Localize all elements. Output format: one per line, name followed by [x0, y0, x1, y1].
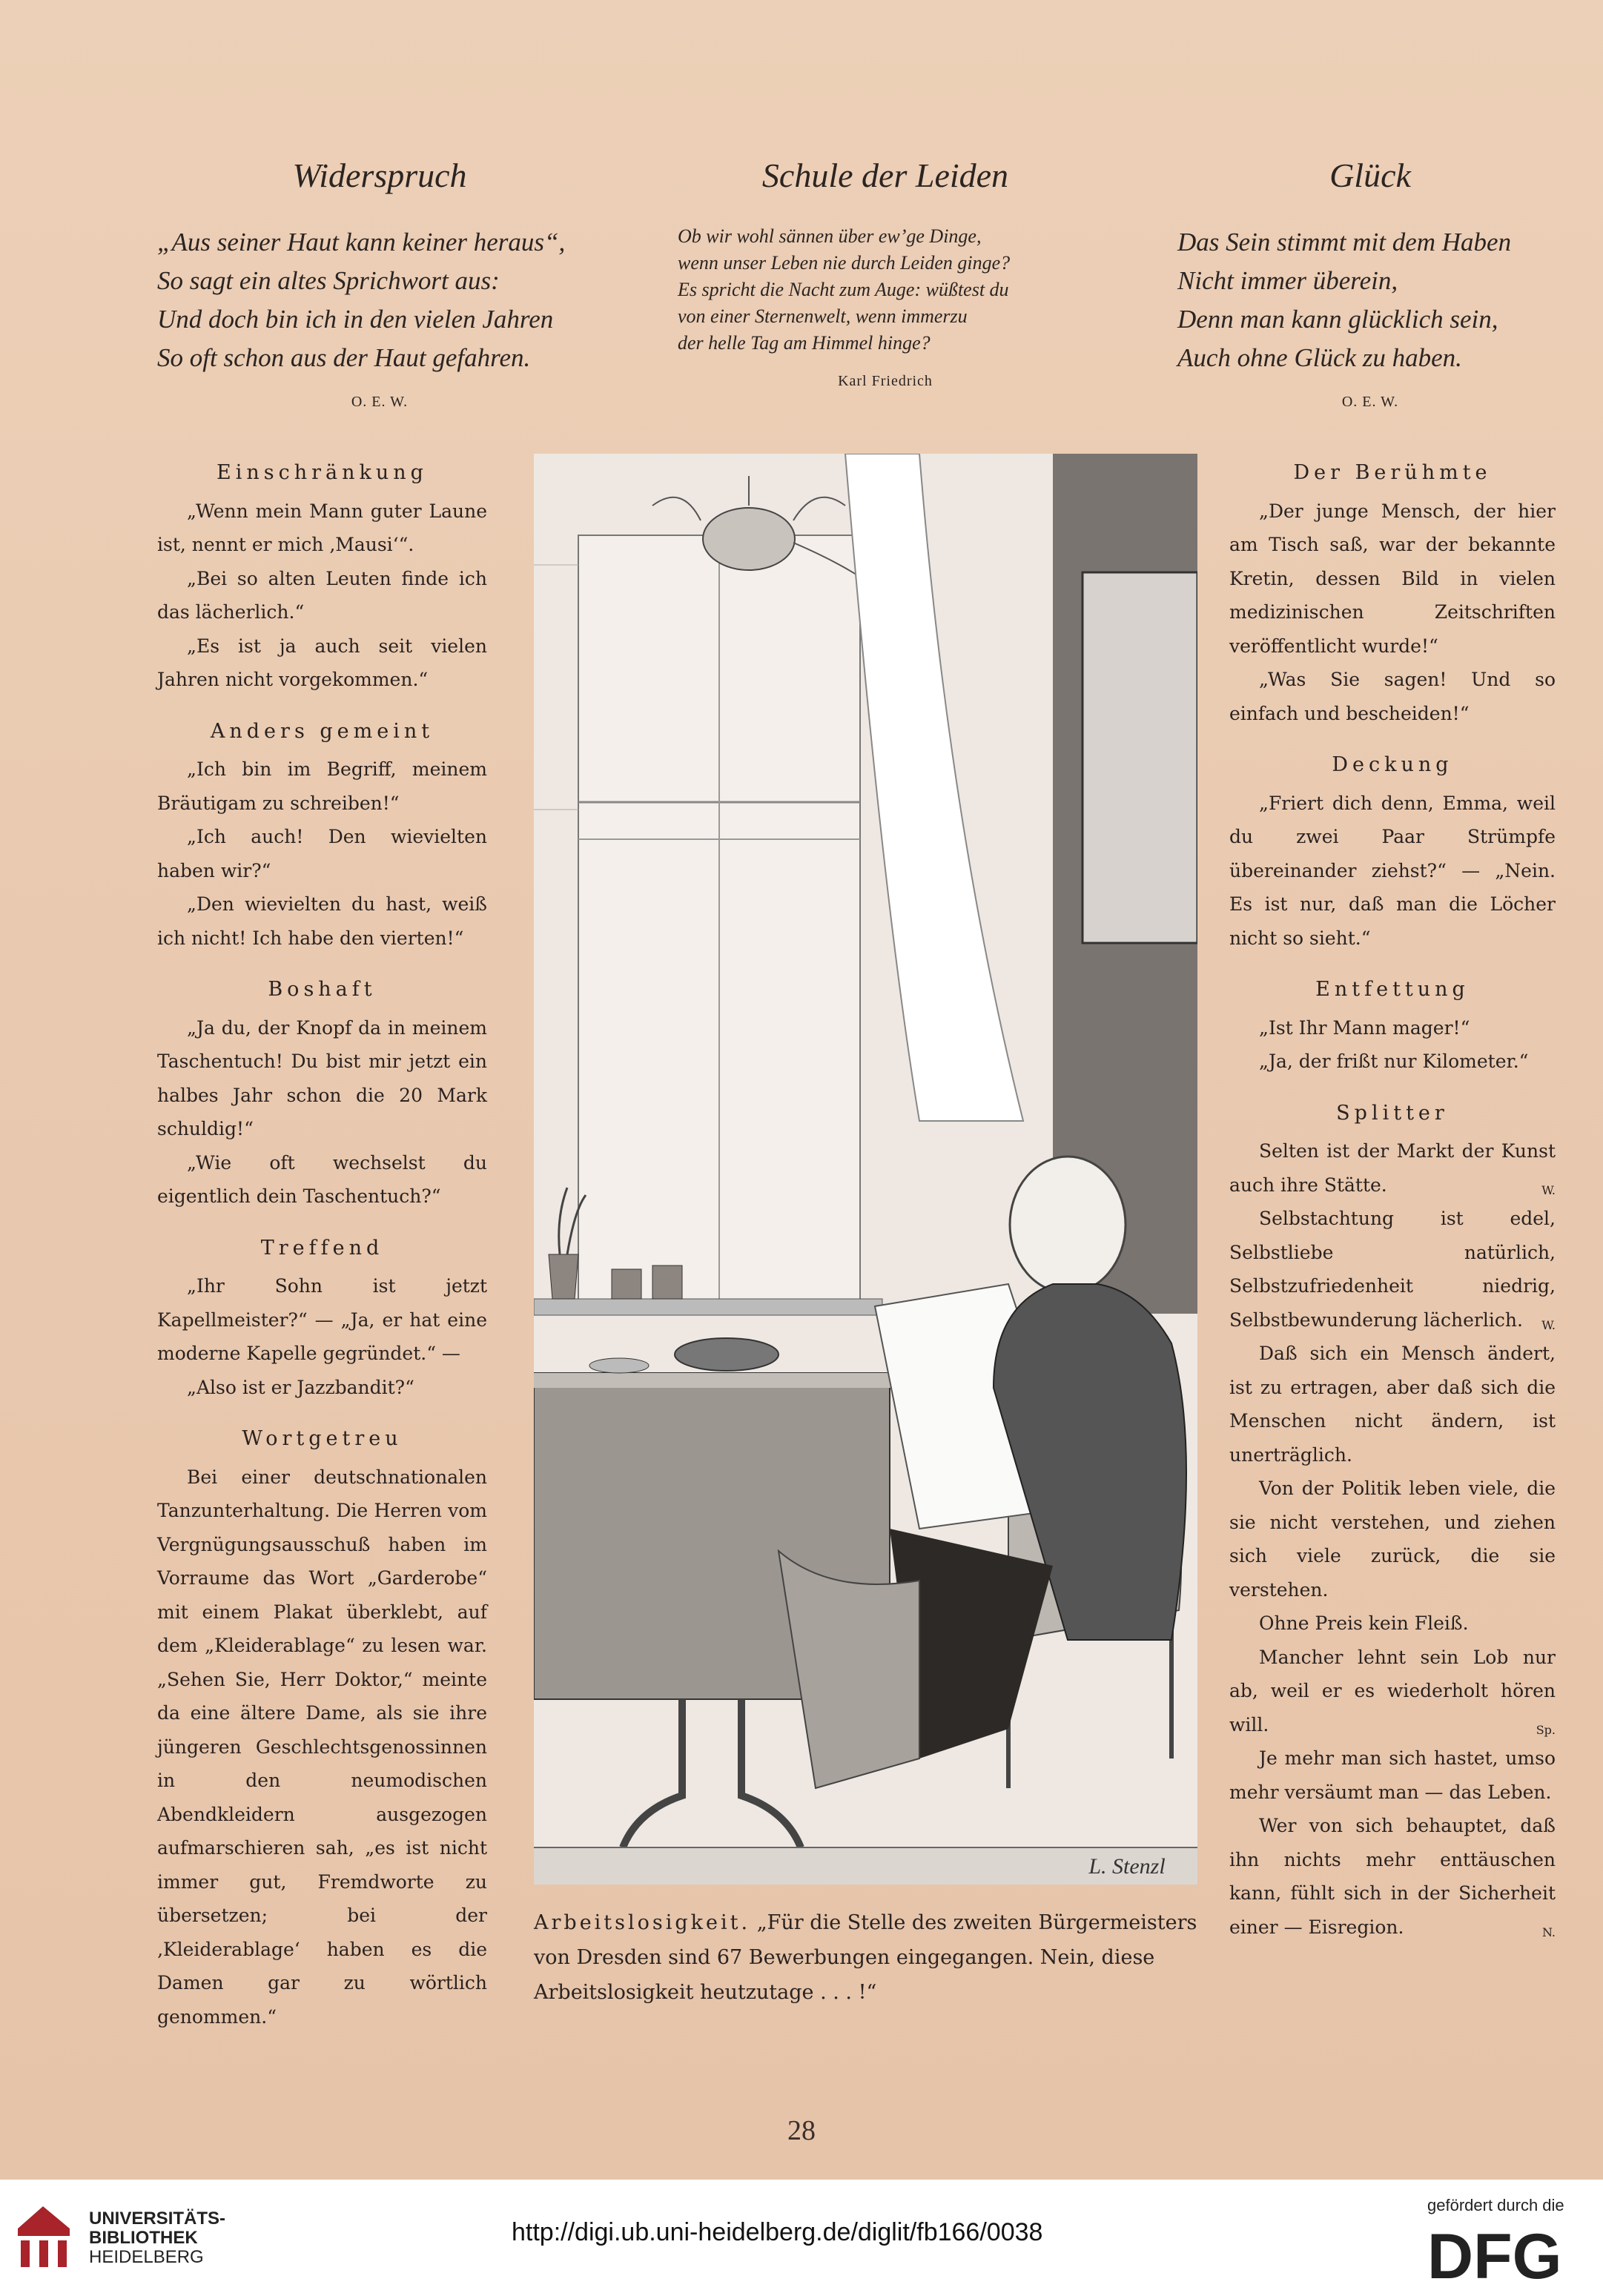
anecdote-boshaft — [157, 973, 487, 1214]
paragraph: „Ja du, der Knopf da in meinem Taschentuch! Du bist mir jetzt ein halbes Jahr schon die 20 Mark schuldig!“ — [157, 1016, 487, 1139]
aphorism: Selten ist der Markt der Kunst auch ihre Stätte. — [1229, 1140, 1556, 1196]
left-column — [157, 456, 487, 2051]
right-column — [1229, 456, 1556, 1962]
poem-schule-der-leiden — [678, 156, 1093, 390]
section-heading: Der Berühmte — [1293, 461, 1492, 484]
aphorism: Wer von sich behauptet, daß ihn nichts mehr enttäuschen kann, fühlt sich in der Sicherheit einer — Eisregion. — [1229, 1815, 1556, 1938]
paragraph: „Ich bin im Begriff, meinem Bräutigam zu schreiben!“ — [157, 758, 487, 814]
poem-line: wenn unser Leben nie durch Leiden ginge? — [678, 252, 1011, 274]
poem-title: Schule der Leiden — [761, 156, 1009, 194]
poem-widerspruch — [157, 156, 602, 411]
university-library-logo-icon — [13, 2199, 74, 2273]
poem-line: Es spricht die Nacht zum Auge: wüßtest du — [678, 279, 1009, 300]
aphorism: Selbstachtung ist edel, Selbstliebe natürlich, Selbstzufriedenheit niedrig, Selbstbewunderung lächerlich. — [1229, 1208, 1556, 1331]
funding-label: gefördert durch die — [1427, 2196, 1564, 2214]
poem-line: So oft schon aus der Haut gefahren. — [157, 343, 531, 372]
cartoon-caption — [534, 1905, 1201, 2010]
caption-text: „Für die Stelle des zweiten Bürgermeisters von Dresden sind 67 Bewerbungen eingegangen. Nein, diese Arbeitslosigkeit heutzutage . . . !“ — [534, 1911, 1197, 2004]
anecdote-wortgetreu — [157, 1422, 487, 2034]
poem-line: So sagt ein altes Sprichwort aus: — [157, 266, 500, 295]
paragraph: „Ja, der frißt nur Kilometer.“ — [1259, 1051, 1529, 1072]
poem-line: von einer Sternenwelt, wenn immerzu — [678, 305, 968, 327]
dfg-logo-icon — [1427, 2223, 1583, 2286]
aphorism: Von der Politik leben viele, die sie nicht verstehen, und ziehen sich viele zurück, die sie verstehen. — [1229, 1478, 1556, 1601]
paragraph: „Der junge Mensch, der hier am Tisch saß, war der bekannte Kretin, dessen Bild in vielen medizinischen Zeitschriften veröffentlicht wurde!“ — [1229, 500, 1556, 657]
artist-signature: L. Stenzl — [1088, 1854, 1166, 1879]
aphorism: Daß sich ein Mensch ändert, ist zu ertragen, aber daß sich die Menschen nicht ändern, ist unerträglich. — [1229, 1343, 1556, 1466]
aphorism-signature: W. — [1541, 1318, 1556, 1332]
paragraph: „Wenn mein Mann guter Laune ist, nennt er mich ‚Mausi‘“. — [157, 500, 487, 555]
poem-line: der helle Tag am Himmel hinge? — [678, 332, 931, 354]
poem-line: Denn man kann glücklich sein, — [1177, 305, 1498, 334]
paragraph: „Ihr Sohn ist jetzt Kapellmeister?“ — „Ja, er hat eine moderne Kapelle gegründet.“ — — [157, 1275, 487, 1364]
library-name-line: BIBLIOTHEK — [89, 2228, 198, 2248]
paragraph: „Den wievielten du hast, weiß ich nicht! Ich habe den vierten!“ — [157, 893, 487, 949]
paragraph: Bei einer deutschnationalen Tanzunterhaltung. Die Herren vom Vergnügungsausschuß haben im Vorraume das Wort „Garderobe“ mit einem Plakat überklebt, auf dem „Kleiderablage“ zu lesen war. „Sehen Sie, Herr Doktor,“ meinte da eine ältere Dame, als sie ihre jüngeren Geschlechtsgenossinnen in den neumodischen Abendkleidern ausgezogen aufmarschieren sah, „es ist nicht immer gut, Fremdworte zu übersetzen; bei der ‚Kleiderablage‘ haben es die Damen gar zu wörtlich genommen.“ — [157, 1466, 487, 2028]
caption-lead: Arbeitslosigkeit. — [534, 1911, 751, 1934]
anecdote-einschraenkung — [157, 456, 487, 697]
poem-line: „Aus seiner Haut kann keiner heraus“, — [157, 228, 566, 257]
poem-lines — [1177, 223, 1563, 377]
section-heading: Splitter — [1336, 1101, 1449, 1125]
poem-title: Widerspruch — [292, 156, 467, 194]
poem-author: O. E. W. — [1341, 394, 1399, 410]
section-heading: Wortgetreu — [242, 1427, 403, 1450]
poem-line: Das Sein stimmt mit dem Haben — [1177, 228, 1512, 257]
poem-lines — [678, 223, 1093, 357]
poem-title: Glück — [1329, 156, 1411, 194]
aphorism: Ohne Preis kein Fleiß. — [1259, 1612, 1469, 1634]
paragraph: „Wie oft wechselst du eigentlich dein Taschentuch?“ — [157, 1151, 487, 1207]
aphorism: Je mehr man sich hastet, umso mehr versäumt man — das Leben. — [1229, 1747, 1556, 1803]
poem-line: Auch ohne Glück zu haben. — [1177, 343, 1462, 372]
permalink-url[interactable]: http://digi.ub.uni-heidelberg.de/diglit/fb166/0038 — [512, 2218, 1043, 2246]
page-number: 28 — [787, 2115, 816, 2146]
aphorism-signature: N. — [1541, 1925, 1556, 1939]
paragraph: „Es ist ja auch seit vielen Jahren nicht vorgekommen.“ — [157, 635, 487, 690]
paragraph: „Was Sie sagen! Und so einfach und bescheiden!“ — [1229, 669, 1556, 724]
paragraph: „Ist Ihr Mann mager!“ — [1259, 1016, 1470, 1039]
aphorism-signature: Sp. — [1536, 1723, 1556, 1737]
anecdote-entfettung — [1229, 973, 1556, 1079]
anecdote-anders-gemeint — [157, 715, 487, 956]
poem-line: Und doch bin ich in den vielen Jahren — [157, 305, 554, 334]
library-name — [89, 2209, 225, 2267]
poem-lines — [157, 223, 602, 377]
section-heading: Anders gemeint — [210, 719, 434, 743]
section-heading: Entfettung — [1315, 978, 1470, 1001]
aphorism-signature: W. — [1541, 1183, 1556, 1197]
paragraph: „Friert dich denn, Emma, weil du zwei Paar Strümpfe übereinander ziehst?“ — „Nein. Es ist nur, daß man die Löcher nicht so sieht.“ — [1229, 792, 1556, 949]
anecdote-treffend — [157, 1231, 487, 1405]
anecdote-der-beruehmte — [1229, 456, 1556, 730]
section-heading: Treffend — [260, 1236, 384, 1260]
aphorisms-splitter — [1229, 1096, 1556, 1945]
section-heading: Einschränkung — [217, 461, 428, 484]
poem-author: Karl Friedrich — [838, 373, 933, 389]
paragraph: „Also ist er Jazzbandit?“ — [187, 1376, 414, 1398]
poem-author: O. E. W. — [351, 394, 409, 410]
poem-line: Ob wir wohl sännen über ew’ge Dinge, — [678, 225, 982, 247]
library-name-line: HEIDELBERG — [89, 2247, 204, 2267]
paragraph: „Ich auch! Den wievielten haben wir?“ — [157, 826, 487, 881]
anecdote-deckung — [1229, 748, 1556, 955]
library-name-line: UNIVERSITÄTS- — [89, 2209, 226, 2229]
digitization-footer — [0, 2180, 1603, 2296]
cartoon-illustration — [534, 454, 1197, 1885]
section-heading: Boshaft — [268, 978, 377, 1001]
poem-glueck — [1177, 156, 1563, 411]
poem-line: Nicht immer überein, — [1177, 266, 1398, 295]
aphorism: Mancher lehnt sein Lob nur ab, weil er es wiederholt hören will. — [1229, 1646, 1556, 1736]
section-heading: Deckung — [1332, 753, 1453, 776]
dfg-logo-text: DFG — [1427, 2223, 1562, 2286]
paragraph: „Bei so alten Leuten finde ich das lächerlich.“ — [157, 567, 487, 623]
